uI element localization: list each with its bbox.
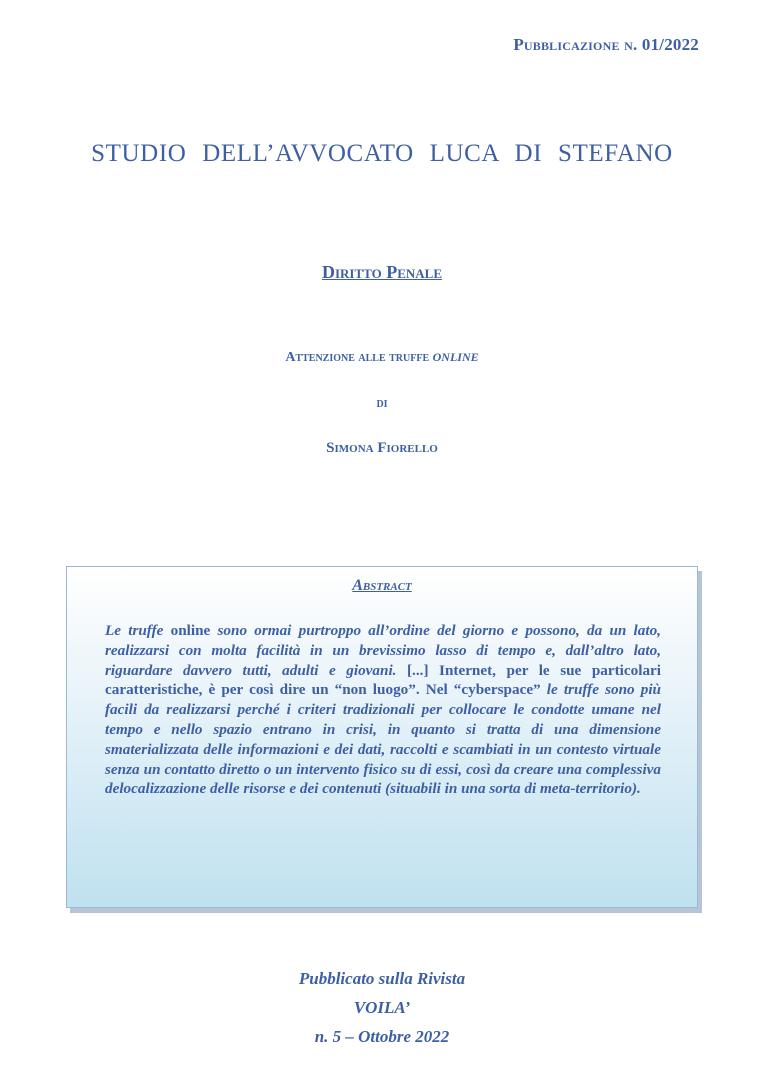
- footer-journal-name: VOILA’: [353, 998, 411, 1017]
- article-by: di: [376, 396, 388, 411]
- article-title-emphasis: ONLINE: [432, 350, 479, 364]
- abstract-text-emphasis: online: [170, 622, 211, 639]
- abstract-text-part: Le truffe: [105, 622, 171, 639]
- publication-number: Pubblicazione n. 01/2022: [513, 35, 699, 54]
- article-title: [0, 350, 764, 366]
- article-title-text: Attenzione alle truffe: [285, 350, 433, 365]
- subject-area: Diritto Penale: [321, 262, 442, 282]
- abstract-text-emphasis: [...] Internet, per le sue particolari caratteristiche, è per così dire un “non luogo”. Nel “cyberspace”: [105, 661, 661, 699]
- abstract-text-part: le truffe sono più facili da realizzarsi perché i criteri tradizionali per collocare le condotte umane nel tempo e nello spazio entrano in crisi, in quanto si tratta di una dimensione smaterializzata delle informazioni e dei dati, raccolti e scambiati in un contesto virtuale senza un contatto diretto o un intervento fisico su di essi, così da creare una complessiva delocalizzazione delle risorse e dei contenuti (situabili in una sorta di meta-territorio).: [105, 681, 661, 798]
- abstract-heading: Abstract: [352, 577, 412, 594]
- article-author: Simona Fiorello: [326, 440, 438, 456]
- footer-published-in: Pubblicato sulla Rivista: [298, 969, 466, 988]
- abstract-box: [66, 566, 698, 908]
- footer-issue: n. 5 – Ottobre 2022: [314, 1027, 450, 1046]
- studio-title: STUDIO DELL’AVVOCATO LUCA DI STEFANO: [91, 140, 673, 167]
- abstract-text-part: sono ormai purtroppo all’ordine del giorno e possono, da un lato, realizzarsi con molta facilità in un brevissimo lasso di tempo e, dall’altro lato, riguardare davvero tutti, adulti e giovani.: [105, 622, 661, 679]
- abstract-text: [105, 621, 661, 799]
